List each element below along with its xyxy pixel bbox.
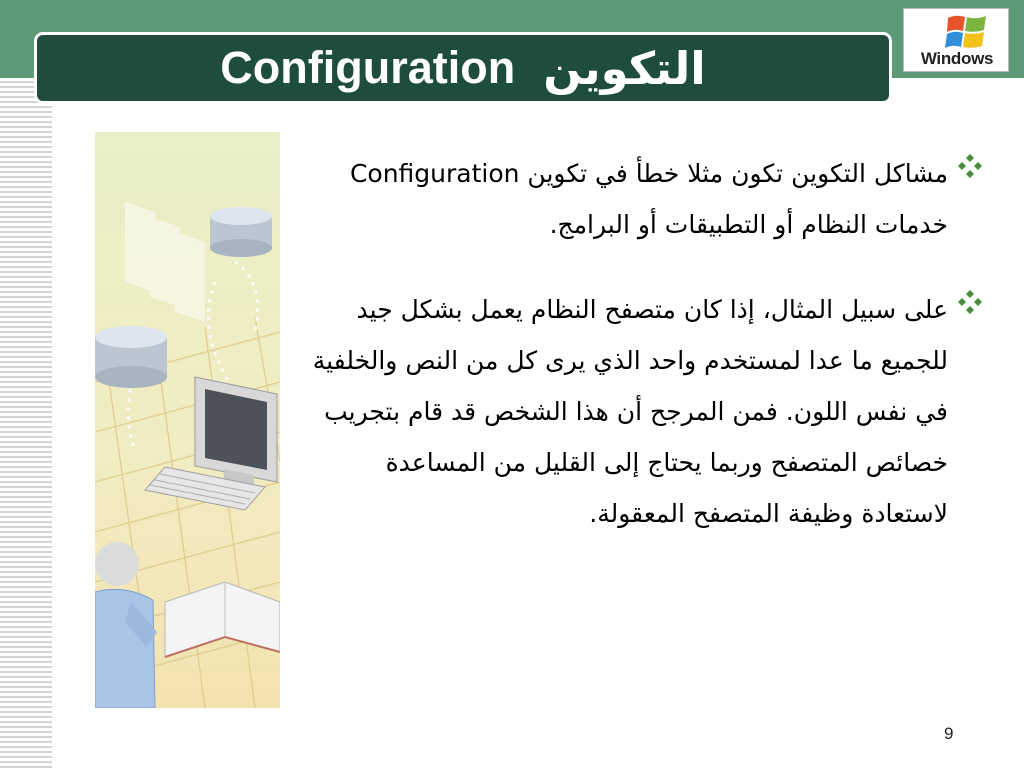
left-stripe-pattern	[0, 78, 52, 768]
bullet-text: على سبيل المثال، إذا كان متصفح النظام يعمل بشكل جيد للجميع ما عدا لمستخدم واحد الذي يرى كل من النص والخلفية في نفس اللون. فمن المرجح أن هذا الشخص قد قام بتجريب خصائص المتصفح وربما يحتاج إلى القليل من المساعدة لاستعادة وظيفة المتصفح المعقولة.	[312, 295, 948, 528]
slide-title-arabic: التكوين	[543, 42, 706, 94]
slide-title-bar	[34, 32, 892, 104]
bullet-text: خدمات النظام أو التطبيقات أو البرامج.	[549, 210, 948, 239]
page-number: 9	[944, 724, 954, 743]
computer-illustration	[95, 132, 280, 708]
bullet-text: مشاكل التكوين تكون مثلا خطأ في تكوين	[519, 159, 948, 188]
windows-logo	[903, 8, 1009, 72]
bullet-item	[300, 148, 990, 250]
bullet-item	[300, 284, 990, 539]
windows-flag-icon	[944, 12, 990, 52]
diamond-bullet-icon	[956, 288, 984, 316]
bullet-term-english: Configuration	[349, 159, 520, 188]
windows-logo-text: Windows	[920, 49, 994, 68]
slide-content	[300, 148, 990, 573]
slide-title-english: Configuration	[220, 42, 516, 93]
diamond-bullet-icon	[956, 152, 984, 180]
